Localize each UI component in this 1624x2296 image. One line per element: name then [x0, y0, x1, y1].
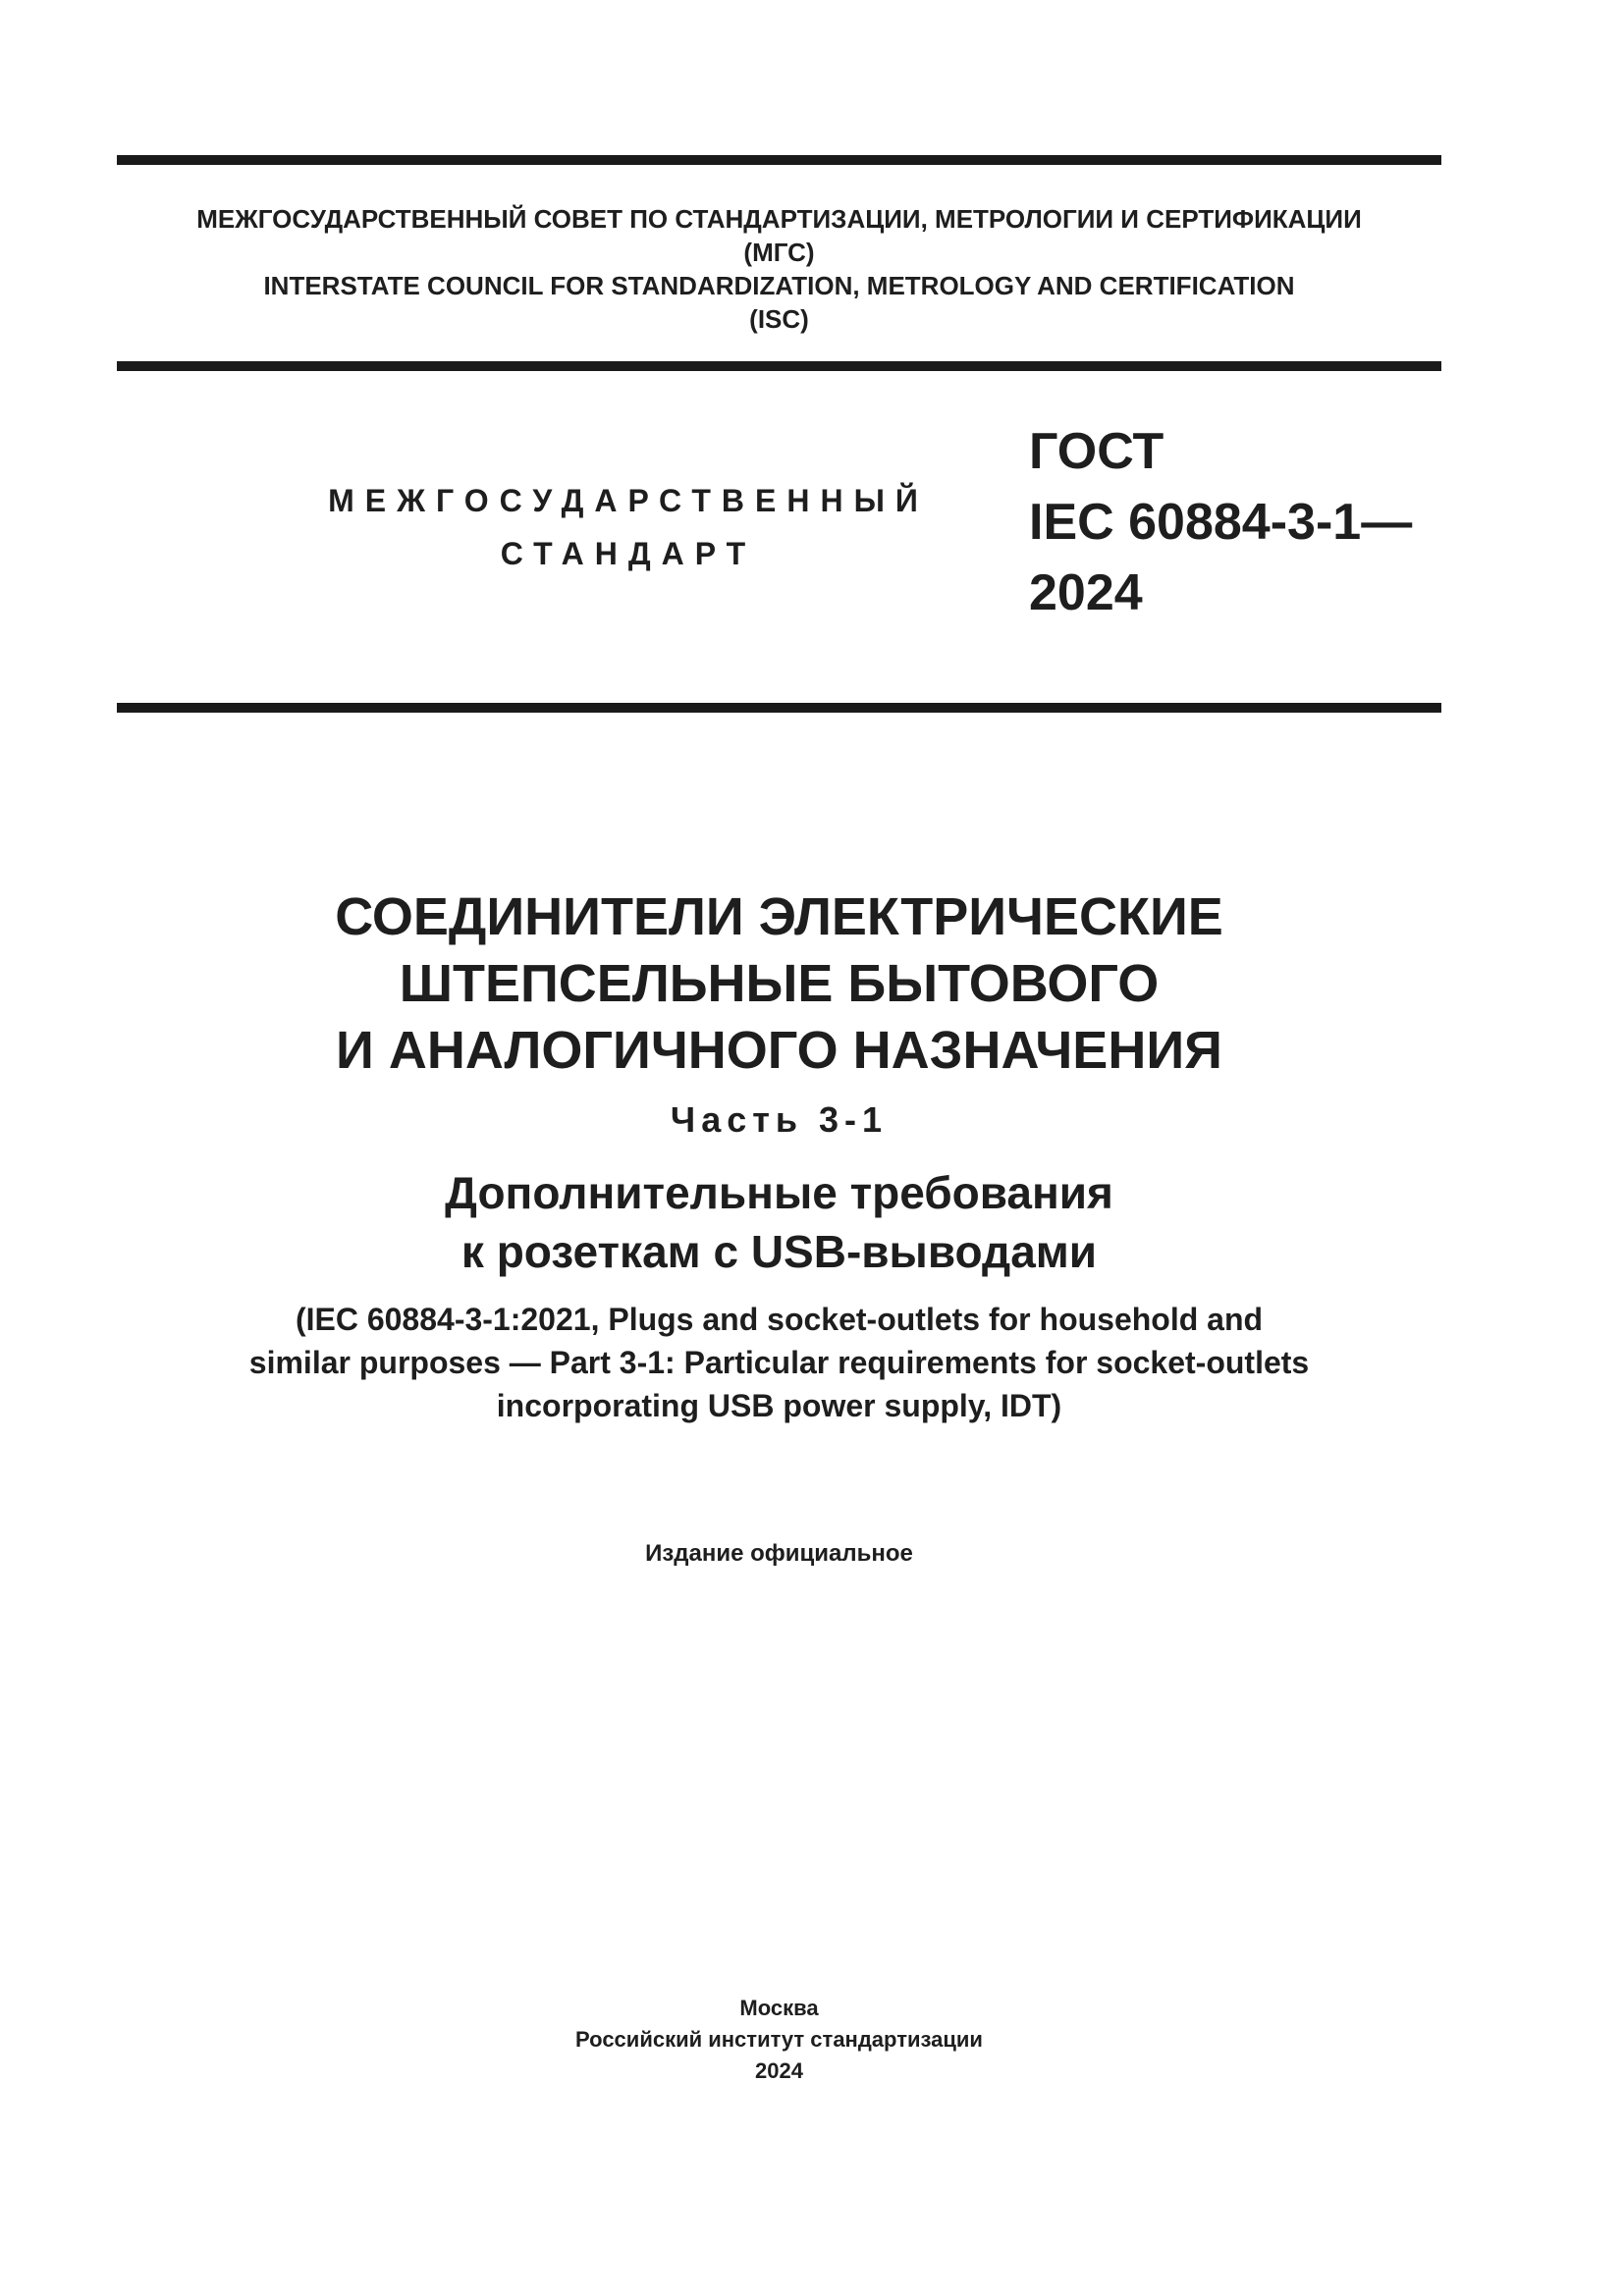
standard-kind: [295, 474, 962, 580]
publisher-year: 2024: [755, 2058, 803, 2083]
part-number: Часть 3-1: [670, 1099, 889, 1140]
council-bottom-rule: [117, 361, 1441, 371]
standard-kind-line1: МЕЖГОСУДАРСТВЕННЫЙ: [328, 483, 929, 518]
reference-line1: (IEC 60884-3-1:2021, Plugs and socket-outlets for household and: [295, 1302, 1264, 1337]
international-reference: [117, 1298, 1441, 1427]
publisher-name: Российский институт стандартизации: [575, 2027, 983, 2052]
council-header: [117, 202, 1441, 336]
standard-kind-line2: СТАНДАРТ: [500, 536, 757, 571]
edition-label: Издание официальное: [645, 1540, 913, 1567]
designation-line3: 2024: [1029, 564, 1143, 621]
designation-bottom-rule: [117, 703, 1441, 713]
title-line1: СОЕДИНИТЕЛИ ЭЛЕКТРИЧЕСКИЕ: [335, 887, 1223, 946]
top-rule: [117, 155, 1441, 165]
document-title: [117, 883, 1441, 1084]
subtitle-line2: к розеткам с USB-выводами: [460, 1226, 1098, 1277]
council-abbr-en: (ISC): [749, 304, 809, 334]
publisher-block: [117, 1993, 1441, 2087]
title-line2: ШТЕПСЕЛЬНЫЕ БЫТОВОГО: [399, 954, 1160, 1013]
subtitle-line1: Дополнительные требования: [445, 1167, 1113, 1218]
designation-line2: IEC 60884-3-1—: [1029, 494, 1413, 551]
reference-line2: similar purposes — Part 3-1: Particular requirements for socket-outlets: [248, 1345, 1310, 1380]
document-subtitle: [117, 1163, 1441, 1281]
council-name-ru: МЕЖГОСУДАРСТВЕННЫЙ СОВЕТ ПО СТАНДАРТИЗАЦИИ, МЕТРОЛОГИИ И СЕРТИФИКАЦИИ: [196, 204, 1362, 234]
title-line3: И АНАЛОГИЧНОГО НАЗНАЧЕНИЯ: [336, 1021, 1222, 1080]
designation-line1: ГОСТ: [1029, 423, 1164, 480]
reference-line3: incorporating USB power supply, IDT): [496, 1388, 1062, 1423]
publisher-city: Москва: [739, 1996, 819, 2020]
council-abbr-ru: (МГС): [743, 238, 815, 267]
council-name-en: INTERSTATE COUNCIL FOR STANDARDIZATION, METROLOGY AND CERTIFICATION: [263, 271, 1295, 300]
standard-designation: [1029, 416, 1412, 628]
